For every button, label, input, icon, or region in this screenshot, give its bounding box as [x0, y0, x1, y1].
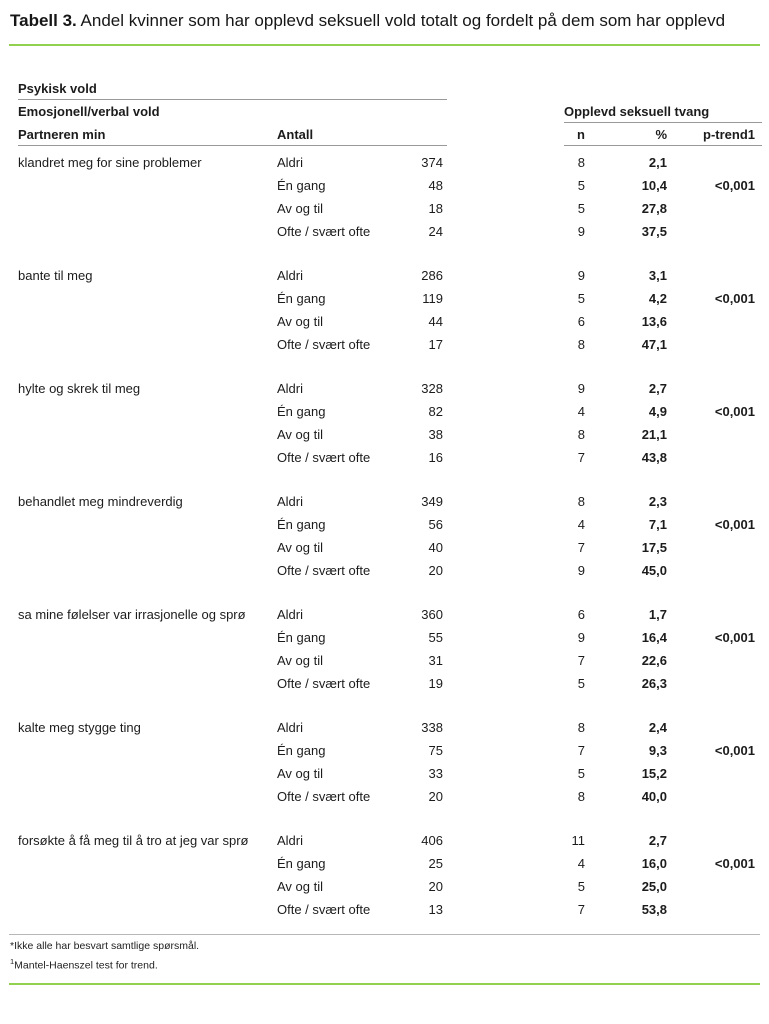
antall-cell: 82	[428, 404, 443, 419]
antall-cell: 56	[428, 517, 443, 532]
column-header-ptrend: p-trend1	[703, 126, 755, 142]
percent-cell: 2,7	[648, 833, 667, 848]
bottom-border-rule	[9, 983, 760, 985]
table-row	[0, 446, 769, 469]
table-title-text: Andel kvinner som har opplevd seksuell vold totalt og fordelt på dem som har opplevd	[76, 11, 726, 30]
header-group-emosjonell-label: Emosjonell/verbal vold	[18, 104, 160, 119]
n-cell: 8	[577, 155, 585, 170]
table-row	[0, 197, 769, 220]
table-row	[0, 649, 769, 672]
antall-cell: 24	[428, 224, 443, 239]
table-row	[0, 852, 769, 875]
footnotes	[0, 935, 769, 974]
antall-cell: 20	[428, 789, 443, 804]
header-group-psykisk-vold-label: Psykisk vold	[18, 80, 97, 96]
table-row	[0, 490, 769, 513]
n-cell: 7	[577, 540, 585, 555]
table-row	[0, 400, 769, 423]
header-left-columns	[18, 123, 447, 146]
column-header-partneren-min: Partneren min	[18, 126, 106, 142]
partner-label-cell: sa mine følelser var irrasjonelle og sprø	[18, 607, 246, 622]
table-row	[0, 310, 769, 333]
antall-cell: 20	[428, 563, 443, 578]
table-body	[0, 151, 769, 921]
antall-cell: 360	[421, 607, 443, 622]
n-cell: 9	[577, 563, 585, 578]
footnote-response	[10, 939, 759, 954]
frequency-cell: Én gang	[277, 630, 326, 645]
antall-cell: 33	[428, 766, 443, 781]
n-cell: 9	[577, 630, 585, 645]
antall-cell: 31	[428, 653, 443, 668]
frequency-cell: Én gang	[277, 291, 326, 306]
column-header-antall: Antall	[277, 126, 314, 142]
title-divider-rule	[9, 44, 760, 46]
ptrend-cell: <0,001	[714, 856, 755, 871]
partner-label-cell: behandlet meg mindreverdig	[18, 494, 183, 509]
table-row	[0, 762, 769, 785]
table-row	[0, 423, 769, 446]
frequency-cell: Av og til	[277, 314, 324, 329]
frequency-cell: Én gang	[277, 743, 326, 758]
table-row	[0, 898, 769, 921]
header-row-psykisk	[0, 77, 769, 100]
header-right-columns-grid	[564, 127, 755, 142]
table-row	[0, 829, 769, 852]
frequency-cell: Aldri	[277, 268, 304, 283]
table-header	[0, 77, 769, 146]
percent-cell: 43,8	[641, 450, 667, 465]
percent-cell: 2,1	[648, 155, 667, 170]
antall-cell: 338	[421, 720, 443, 735]
antall-cell: 40	[428, 540, 443, 555]
n-cell: 5	[577, 879, 585, 894]
partner-label-cell: klandret meg for sine problemer	[18, 155, 202, 170]
table-row	[0, 626, 769, 649]
table-block	[0, 716, 769, 808]
header-right-columns	[564, 123, 762, 146]
frequency-cell: Ofte / svært ofte	[277, 789, 371, 804]
percent-cell: 3,1	[648, 268, 667, 283]
table-block	[0, 603, 769, 695]
percent-cell: 7,1	[648, 517, 667, 532]
n-cell: 4	[577, 404, 585, 419]
partner-label-cell: hylte og skrek til meg	[18, 381, 141, 396]
n-cell: 4	[577, 517, 585, 532]
antall-cell: 18	[428, 201, 443, 216]
percent-cell: 17,5	[641, 540, 667, 555]
n-cell: 9	[577, 224, 585, 239]
antall-cell: 13	[428, 902, 443, 917]
percent-cell: 37,5	[641, 224, 667, 239]
frequency-cell: Aldri	[277, 494, 304, 509]
percent-cell: 15,2	[641, 766, 667, 781]
antall-cell: 374	[421, 155, 443, 170]
n-cell: 9	[577, 268, 585, 283]
antall-cell: 25	[428, 856, 443, 871]
frequency-cell: Én gang	[277, 178, 326, 193]
table-row	[0, 785, 769, 808]
partner-label-cell: kalte meg stygge ting	[18, 720, 141, 735]
ptrend-cell: <0,001	[714, 743, 755, 758]
antall-cell: 55	[428, 630, 443, 645]
ptrend-cell: <0,001	[714, 404, 755, 419]
antall-cell: 119	[422, 291, 443, 306]
partner-label-cell: forsøkte å få meg til å tro at jeg var sprø	[18, 833, 249, 848]
n-cell: 7	[577, 743, 585, 758]
frequency-cell: Av og til	[277, 201, 324, 216]
table-row	[0, 264, 769, 287]
frequency-cell: Ofte / svært ofte	[277, 224, 371, 239]
table-row	[0, 875, 769, 898]
frequency-cell: Av og til	[277, 427, 324, 442]
table-row	[0, 151, 769, 174]
percent-cell: 9,3	[648, 743, 667, 758]
table-row	[0, 559, 769, 582]
header-group-seksuell-tvang	[564, 100, 762, 123]
antall-cell: 19	[428, 676, 443, 691]
antall-cell: 38	[428, 427, 443, 442]
table-block	[0, 490, 769, 582]
table-block	[0, 377, 769, 469]
frequency-cell: Ofte / svært ofte	[277, 450, 371, 465]
n-cell: 6	[577, 607, 585, 622]
table-block	[0, 151, 769, 243]
table-block	[0, 829, 769, 921]
antall-cell: 406	[421, 833, 443, 848]
n-cell: 8	[577, 494, 585, 509]
antall-cell: 17	[428, 337, 443, 352]
n-cell: 5	[577, 178, 585, 193]
antall-cell: 286	[421, 268, 443, 283]
frequency-cell: Av og til	[277, 879, 324, 894]
table-row	[0, 220, 769, 243]
antall-cell: 20	[428, 879, 443, 894]
n-cell: 5	[577, 201, 585, 216]
percent-cell: 27,8	[641, 201, 667, 216]
ptrend-cell: <0,001	[714, 178, 755, 193]
percent-cell: 25,0	[641, 879, 667, 894]
n-cell: 6	[577, 314, 585, 329]
percent-cell: 4,9	[648, 404, 667, 419]
frequency-cell: Av og til	[277, 653, 324, 668]
table-title-prefix: Tabell 3.	[10, 11, 77, 30]
percent-cell: 16,0	[641, 856, 667, 871]
table-row	[0, 716, 769, 739]
percent-cell: 16,4	[641, 630, 667, 645]
ptrend-cell: <0,001	[714, 517, 755, 532]
frequency-cell: Aldri	[277, 720, 304, 735]
percent-cell: 13,6	[641, 314, 667, 329]
table-row	[0, 287, 769, 310]
n-cell: 7	[577, 450, 585, 465]
frequency-cell: Én gang	[277, 404, 326, 419]
frequency-cell: Aldri	[277, 833, 304, 848]
table-title	[0, 8, 769, 34]
n-cell: 5	[577, 676, 585, 691]
n-cell: 8	[577, 337, 585, 352]
footnote-response-marker: *	[10, 940, 15, 952]
table-row	[0, 536, 769, 559]
percent-cell: 21,1	[641, 427, 667, 442]
frequency-cell: Aldri	[277, 155, 304, 170]
partner-label-cell: bante til meg	[18, 268, 93, 283]
header-row-columns	[0, 123, 769, 146]
n-cell: 8	[577, 427, 585, 442]
footnote-mantel-haenszel	[10, 954, 759, 974]
n-cell: 5	[577, 766, 585, 781]
frequency-cell: Én gang	[277, 517, 326, 532]
antall-cell: 16	[428, 450, 443, 465]
table-block	[0, 264, 769, 356]
column-header-n: n	[577, 126, 585, 142]
n-cell: 8	[577, 720, 585, 735]
frequency-cell: Aldri	[277, 607, 304, 622]
n-cell: 9	[577, 381, 585, 396]
frequency-cell: Ofte / svært ofte	[277, 902, 371, 917]
percent-cell: 40,0	[641, 789, 667, 804]
table-row	[0, 174, 769, 197]
frequency-cell: Av og til	[277, 540, 324, 555]
table-row	[0, 739, 769, 762]
frequency-cell: Ofte / svært ofte	[277, 337, 371, 352]
percent-cell: 1,7	[648, 607, 667, 622]
antall-cell: 328	[421, 381, 443, 396]
percent-cell: 53,8	[641, 902, 667, 917]
footnote-mantel-marker: 1	[10, 957, 15, 966]
percent-cell: 22,6	[641, 653, 667, 668]
header-right-spacer	[564, 77, 762, 100]
table-row	[0, 377, 769, 400]
table-row	[0, 333, 769, 356]
n-cell: 11	[571, 833, 585, 848]
n-cell: 8	[577, 789, 585, 804]
percent-cell: 26,3	[641, 676, 667, 691]
header-group-emosjonell	[18, 100, 447, 123]
antall-cell: 44	[428, 314, 443, 329]
n-cell: 7	[577, 902, 585, 917]
percent-cell: 47,1	[641, 337, 667, 352]
n-cell: 5	[577, 291, 585, 306]
frequency-cell: Av og til	[277, 766, 324, 781]
percent-cell: 4,2	[648, 291, 667, 306]
frequency-cell: Ofte / svært ofte	[277, 676, 371, 691]
table-row	[0, 603, 769, 626]
n-cell: 7	[577, 653, 585, 668]
antall-cell: 75	[428, 743, 443, 758]
antall-cell: 48	[428, 178, 443, 193]
header-group-seksuell-tvang-label: Opplevd seksuell tvang	[564, 103, 710, 119]
percent-cell: 45,0	[641, 563, 667, 578]
percent-cell: 2,7	[648, 381, 667, 396]
percent-cell: 2,4	[648, 720, 667, 735]
n-cell: 4	[577, 856, 585, 871]
antall-cell: 349	[421, 494, 443, 509]
column-header-percent: %	[655, 126, 667, 142]
header-row-emosjonell	[0, 100, 769, 123]
footnote-mantel-text: Mantel-Haenszel test for trend.	[14, 959, 158, 972]
footnote-response-text: Ikke alle har besvart samtlige spørsmål.	[14, 940, 200, 952]
table-row	[0, 513, 769, 536]
frequency-cell: Aldri	[277, 381, 304, 396]
frequency-cell: Ofte / svært ofte	[277, 563, 371, 578]
ptrend-cell: <0,001	[714, 291, 755, 306]
frequency-cell: Én gang	[277, 856, 326, 871]
ptrend-cell: <0,001	[714, 630, 755, 645]
table-row	[0, 672, 769, 695]
header-group-psykisk-vold	[18, 77, 447, 100]
percent-cell: 2,3	[648, 494, 667, 509]
percent-cell: 10,4	[641, 178, 667, 193]
